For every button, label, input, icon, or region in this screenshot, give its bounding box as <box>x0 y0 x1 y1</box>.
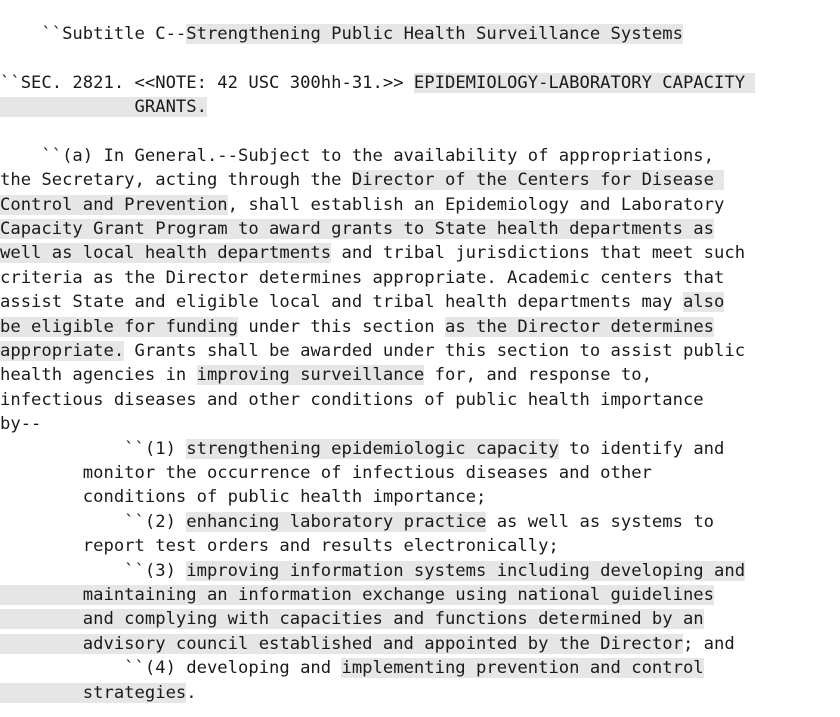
highlighted-text: improving surveillance <box>196 365 425 385</box>
plain-text: Grants shall be awarded under this section to assist public <box>124 341 746 361</box>
highlighted-text: as the Director determines <box>444 317 715 337</box>
highlighted-text: improving information systems including developing and <box>186 561 746 581</box>
highlighted-text: be eligible for funding <box>0 317 238 337</box>
plain-text: by-- <box>0 414 42 434</box>
plain-text: criteria as the Director determines appropriate. Academic centers that <box>0 268 725 288</box>
plain-text: assist State and eligible local and tribal health departments may <box>0 292 683 312</box>
plain-text: ``(2) <box>0 512 187 532</box>
text-line <box>0 607 704 631</box>
text-line <box>0 95 207 119</box>
text-line <box>0 339 745 363</box>
highlighted-text: well as local health departments <box>0 243 332 263</box>
highlighted-text: maintaining an information exchange using national guidelines <box>0 585 714 605</box>
highlighted-text: Director of the Centers for Disease <box>351 170 725 190</box>
plain-text: and tribal jurisdictions that meet such <box>331 243 746 263</box>
text-line <box>0 437 724 461</box>
plain-text: conditions of public health importance; <box>0 487 487 507</box>
plain-text: . <box>186 683 197 703</box>
highlighted-text: advisory council established and appointed by the Director <box>0 634 683 654</box>
highlighted-text: and complying with capacities and functions determined by an <box>0 609 704 629</box>
plain-text: the Secretary, acting through the <box>0 170 352 190</box>
text-line <box>0 583 714 607</box>
plain-text: health agencies in <box>0 365 197 385</box>
highlighted-text: implementing prevention and control <box>341 658 704 678</box>
text-line <box>0 534 559 558</box>
highlighted-text: strategies <box>0 683 187 703</box>
plain-text: infectious diseases and other conditions of public health importance <box>0 390 704 410</box>
plain-text: as well as systems to <box>486 512 715 532</box>
plain-text: ``SEC. 2821. <<NOTE: 42 USC 300hh-31.>> <box>0 73 414 93</box>
plain-text: ``(a) In General.--Subject to the availability of appropriations, <box>0 146 714 166</box>
text-line <box>0 315 714 339</box>
highlighted-text: appropriate. <box>0 341 125 361</box>
text-line <box>0 656 704 680</box>
highlighted-text: Capacity Grant Program to award grants to State health departments as <box>0 219 714 239</box>
plain-text: ``(4) developing and <box>0 658 342 678</box>
text-line <box>0 168 724 192</box>
highlighted-text: strengthening epidemiologic capacity <box>186 439 559 459</box>
text-line <box>0 241 745 265</box>
highlighted-text: EPIDEMIOLOGY-LABORATORY CAPACITY <box>413 73 756 93</box>
plain-text: ``(1) <box>0 439 187 459</box>
text-line <box>0 22 683 46</box>
plain-text: ; and <box>682 634 735 654</box>
text-line <box>0 217 714 241</box>
text-line <box>0 290 724 314</box>
plain-text: monitor the occurrence of infectious diseases and other <box>0 463 652 483</box>
plain-text: report test orders and results electronically; <box>0 536 559 556</box>
plain-text: for, and response to, <box>424 365 652 385</box>
text-line <box>0 510 714 534</box>
text-line <box>0 266 724 290</box>
text-line <box>0 363 652 387</box>
plain-text: to identify and <box>558 439 725 459</box>
plain-text: , shall establish an Epidemiology and Laboratory <box>227 195 725 215</box>
highlighted-text: GRANTS. <box>0 97 207 117</box>
text-line <box>0 632 735 656</box>
highlighted-text: Control and Prevention <box>0 195 228 215</box>
plain-text: ``Subtitle C-- <box>0 24 187 44</box>
highlighted-text: also <box>682 292 725 312</box>
text-line <box>0 559 745 583</box>
text-line <box>0 681 197 705</box>
text-line <box>0 144 714 168</box>
highlighted-text: Strengthening Public Health Surveillance Systems <box>186 24 683 44</box>
text-line <box>0 461 652 485</box>
plain-text: ``(3) <box>0 561 187 581</box>
text-line <box>0 71 755 95</box>
text-line <box>0 485 486 509</box>
text-line <box>0 193 724 217</box>
plain-text: under this section <box>238 317 445 337</box>
text-line <box>0 388 704 412</box>
highlighted-text: enhancing laboratory practice <box>186 512 487 532</box>
text-line <box>0 412 41 436</box>
